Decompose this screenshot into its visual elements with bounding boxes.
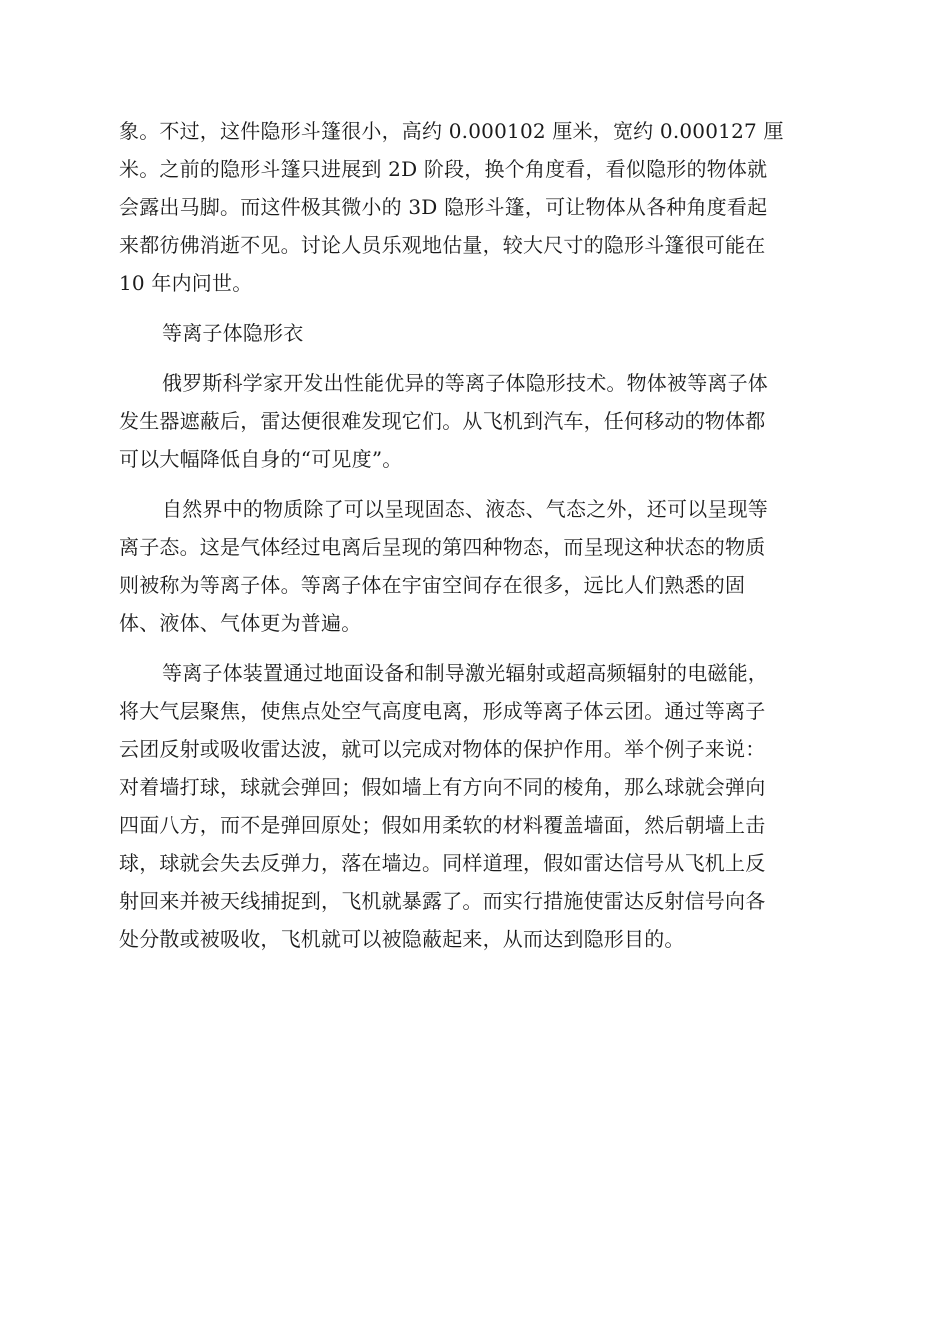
text-line: 云团反射或吸收雷达波，就可以完成对物体的保护作用。举个例子来说： — [119, 737, 766, 761]
text-line: 象。不过，这件隐形斗篷很小，高约 0.000102 厘米，宽约 0.000127 厘 — [119, 119, 784, 143]
text-line: 10 年内问世。 — [119, 271, 253, 295]
paragraph-plasma-state — [119, 490, 835, 642]
text-line: 四面八方，而不是弹回原处；假如用柔软的材料覆盖墙面，然后朝墙上击 — [119, 813, 766, 837]
text-line: 则被称为等离子体。等离子体在宇宙空间存在很多，远比人们熟悉的固 — [119, 573, 746, 597]
text-line: 米。之前的隐形斗篷只进展到 2D 阶段，换个角度看，看似隐形的物体就 — [119, 157, 768, 181]
text-line: 发生器遮蔽后，雷达便很难发现它们。从飞机到汽车，任何移动的物体都 — [119, 409, 766, 433]
text-line: 对着墙打球，球就会弹回；假如墙上有方向不同的棱角，那么球就会弹向 — [119, 775, 766, 799]
text-line: 体、液体、气体更为普遍。 — [119, 611, 362, 635]
text-line: 球，球就会失去反弹力，落在墙边。同样道理，假如雷达信号从飞机上反 — [119, 851, 766, 875]
text-line: 离子态。这是气体经过电离后呈现的第四种物态，而呈现这种状态的物质 — [119, 535, 766, 559]
paragraph-plasma-russia — [119, 364, 835, 478]
paragraph-plasma-device — [119, 654, 835, 958]
text-line: 自然界中的物质除了可以呈现固态、液态、气态之外，还可以呈现等 — [162, 497, 768, 521]
paragraph-intro-continued — [119, 112, 835, 302]
text-line: 来都彷佛消逝不见。讨论人员乐观地估量，较大尺寸的隐形斗篷很可能在 — [119, 233, 766, 257]
text-line: 俄罗斯科学家开发出性能优异的等离子体隐形技术。物体被等离子体 — [162, 371, 768, 395]
text-line: 等离子体装置通过地面设备和制导激光辐射或超高频辐射的电磁能， — [162, 661, 768, 685]
text-line: 射回来并被天线捕捉到，飞机就暴露了。而实行措施使雷达反射信号向各 — [119, 889, 766, 913]
document-body — [119, 112, 835, 958]
section-heading-text: 等离子体隐形衣 — [162, 321, 304, 345]
text-line: 可以大幅降低自身的“可见度”。 — [119, 447, 403, 471]
text-line: 会露出马脚。而这件极其微小的 3D 隐形斗篷，可让物体从各种角度看起 — [119, 195, 768, 219]
text-line: 处分散或被吸收，飞机就可以被隐蔽起来，从而达到隐形目的。 — [119, 927, 685, 951]
section-heading-plasma-cloak — [119, 314, 835, 352]
text-line: 将大气层聚焦，使焦点处空气高度电离，形成等离子体云团。通过等离子 — [119, 699, 766, 723]
